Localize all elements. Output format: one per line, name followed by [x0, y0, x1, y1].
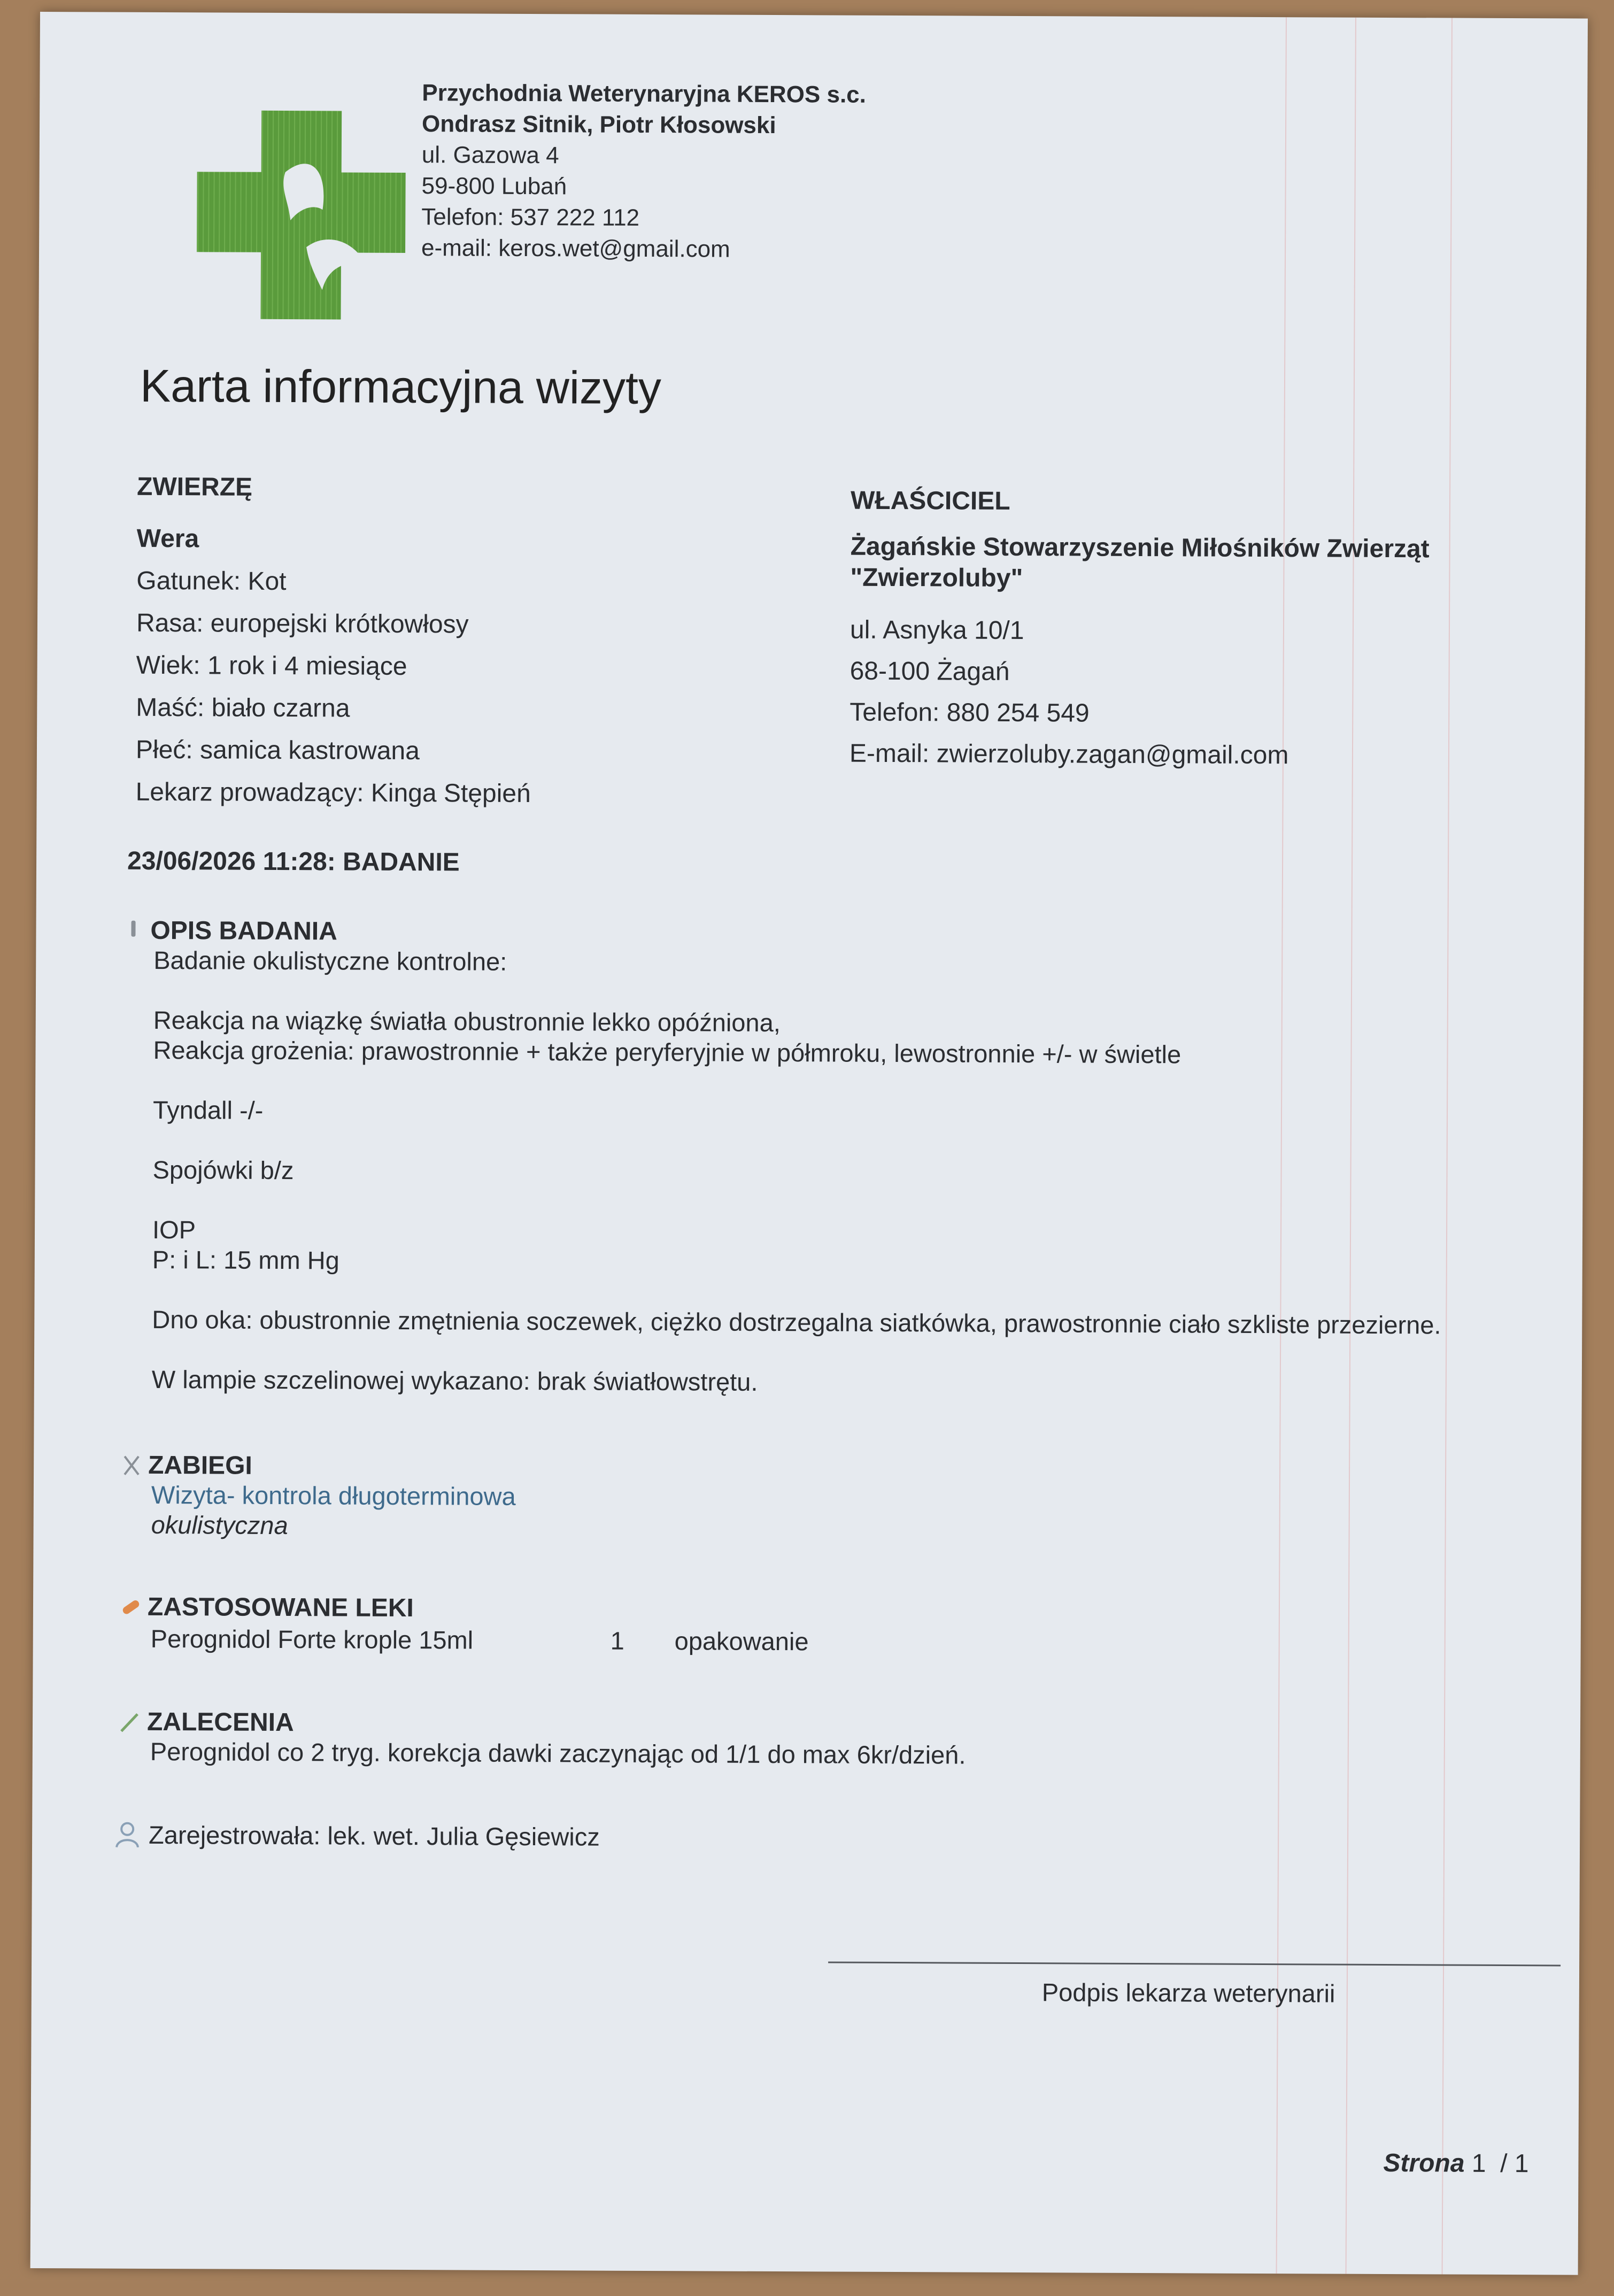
- clinic-street: ul. Gazowa 4: [421, 142, 559, 169]
- field-value: Kinga Stępień: [370, 779, 531, 808]
- exam-iop-value: P: i L: 15 mm Hg: [152, 1245, 339, 1275]
- field-label: Wiek:: [136, 651, 200, 680]
- exam-heading: OPIS BADANIA: [150, 916, 337, 946]
- medications-section: [119, 1592, 809, 1659]
- medication-name: Perognidol Forte krople 15ml: [150, 1624, 474, 1654]
- animal-section: [135, 472, 532, 815]
- procedures-heading-row: [119, 1451, 516, 1482]
- animal-sex: [136, 729, 531, 773]
- exam-threat-reaction: Reakcja grożenia: prawostronnie + także peryferyjnie w półmroku, lewostronnie +/- w świetle: [153, 1035, 1181, 1069]
- recommendations-section: [118, 1707, 966, 1770]
- medication-unit: opakowanie: [674, 1627, 809, 1656]
- procedures-section: [119, 1451, 516, 1542]
- user-icon: [112, 1820, 142, 1850]
- medications-body: [151, 1622, 809, 1659]
- document-page: [30, 12, 1588, 2275]
- page-fold-line: [1442, 18, 1453, 2275]
- procedures-body: [151, 1480, 516, 1542]
- field-value: europejski krótkowłosy: [210, 609, 469, 639]
- exam-body: [152, 945, 1443, 1400]
- page-label: Strona: [1383, 2149, 1465, 2178]
- pill-icon: [119, 1594, 143, 1619]
- procedure-item: Wizyta- kontrola długoterminowa: [151, 1480, 516, 1511]
- procedures-heading: ZABIEGI: [148, 1451, 252, 1480]
- page-total: / 1: [1500, 2149, 1529, 2178]
- field-value: samica kastrowana: [199, 736, 420, 766]
- animal-species: [136, 560, 531, 604]
- owner-section: [850, 486, 1465, 777]
- field-label: Rasa:: [136, 608, 204, 638]
- field-value: biało czarna: [211, 694, 350, 723]
- page-number: [1383, 2148, 1528, 2178]
- animal-name: Wera: [136, 524, 199, 553]
- exam-conjunctiva: Spojówki b/z: [152, 1155, 294, 1185]
- visit-datetime: 23/06/2026 11:28: BADANIE: [127, 846, 460, 877]
- owner-email: E-mail: zwierzoluby.zagan@gmail.com: [849, 739, 1289, 770]
- clinic-logo-icon: [194, 107, 408, 322]
- pencil-icon: [118, 1709, 143, 1734]
- field-value: Kot: [248, 567, 287, 596]
- clinic-header: [421, 78, 866, 266]
- owner-street: ul. Asnyka 10/1: [850, 615, 1024, 645]
- recommendations-heading-row: [118, 1707, 966, 1740]
- registered-by-row: [112, 1820, 600, 1852]
- animal-color: [136, 687, 531, 730]
- exam-tyndall: Tyndall -/-: [152, 1095, 264, 1124]
- procedure-item-sub: okulistyczna: [151, 1510, 288, 1540]
- medication-row: [151, 1622, 809, 1659]
- recommendations-text: Perognidol co 2 tryg. korekcja dawki zaczynając od 1/1 do max 6kr/dzień.: [150, 1737, 966, 1769]
- owner-city: 68-100 Żagań: [850, 657, 1010, 686]
- animal-heading: ZWIERZĘ: [137, 472, 253, 502]
- animal-age: [136, 644, 531, 688]
- animal-vet: [135, 771, 530, 815]
- document-title: Karta informacyjna wizyty: [140, 360, 662, 414]
- clinic-email: e-mail: keros.wet@gmail.com: [421, 235, 730, 263]
- owner-name: Żagańskie Stowarzyszenie Miłośników Zwierząt "Zwierzoluby": [850, 532, 1430, 593]
- signature-label: Podpis lekarza weterynarii: [1041, 1978, 1335, 2008]
- field-label: Płeć:: [135, 735, 193, 765]
- exam-light-reaction: Reakcja na wiązkę światła obustronnie lekko opóźniona,: [153, 1005, 781, 1037]
- exam-icon: [121, 918, 146, 943]
- exam-slit-lamp: W lampie szczelinowej wykazano: brak światłowstrętu.: [151, 1365, 758, 1396]
- clinic-owners: Ondrasz Sitnik, Piotr Kłosowski: [421, 111, 776, 139]
- field-value: 1 rok i 4 miesiące: [207, 651, 407, 681]
- exam-iop-label: IOP: [152, 1215, 196, 1244]
- medications-heading-row: [119, 1592, 809, 1625]
- medication-qty: 1: [610, 1626, 624, 1655]
- clinic-phone: Telefon: 537 222 112: [421, 204, 640, 232]
- owner-phone: Telefon: 880 254 549: [850, 698, 1090, 728]
- field-label: Lekarz prowadzący:: [135, 777, 364, 807]
- recommendations-heading: ZALECENIA: [146, 1707, 294, 1737]
- signature-line: [828, 1961, 1561, 1966]
- field-label: Gatunek:: [136, 566, 241, 596]
- clinic-name: Przychodnia Weterynaryjna KEROS s.c.: [422, 80, 867, 108]
- field-label: Maść:: [136, 693, 205, 722]
- page-current: 1: [1471, 2149, 1486, 2178]
- medications-heading: ZASTOSOWANE LEKI: [147, 1592, 414, 1623]
- scissors-icon: [119, 1453, 144, 1477]
- exam-intro: Badanie okulistyczne kontrolne:: [153, 945, 507, 976]
- registered-by: Zarejestrowała: lek. wet. Julia Gęsiewicz: [149, 1820, 600, 1851]
- exam-fundus: Dno oka: obustronnie zmętnienia soczewek, ciężko dostrzegalna siatkówka, prawostronnie ciało szkliste przezierne.: [152, 1305, 1441, 1339]
- clinic-city: 59-800 Lubań: [421, 173, 567, 200]
- owner-heading: WŁAŚCICIEL: [850, 486, 1010, 515]
- exam-section: [120, 916, 1443, 1400]
- animal-breed: [136, 602, 531, 646]
